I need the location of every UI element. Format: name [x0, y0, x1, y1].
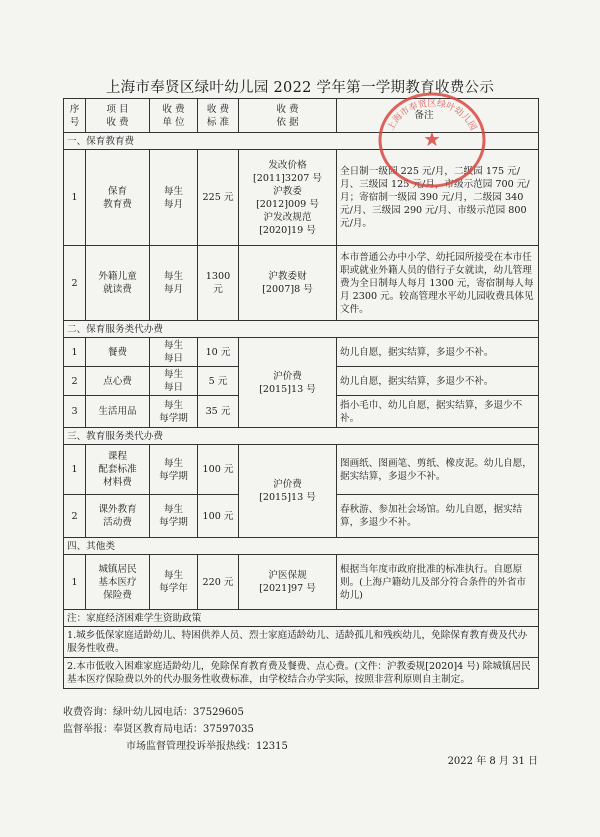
document-date: 2022 年 8 月 31 日 — [447, 756, 538, 767]
section-title: 三、教育服务类代办费 — [64, 428, 539, 445]
contact-report: 监督举报：奉贤区教育局电话：37597035 — [63, 724, 254, 735]
policy-note-1: 1.城乡低保家庭适龄幼儿、特困供养人员、烈士家庭适龄幼儿、适龄孤儿和残疾幼儿，免除保育教育费及代办服务性收费。 — [64, 627, 539, 658]
table-row: 1 餐费 每生 每日 10 元 沪价费 [2015]13 号 幼儿自愿，据实结算，多退少不补。 — [64, 338, 539, 367]
notes-heading: 注：家庭经济困难学生资助政策 — [64, 610, 539, 627]
table-row: 2 点心费 每生 每日 5 元 幼儿自愿，据实结算，多退少不补。 — [64, 367, 539, 396]
section-title: 一、保育教育费 — [64, 133, 539, 150]
svg-text:上海市奉贤区绿叶幼儿园: 上海市奉贤区绿叶幼儿园 — [386, 99, 478, 133]
header-note: 备注 — [337, 99, 539, 133]
header-standard: 收 费 标 准 — [198, 99, 239, 133]
table-row: 1 城镇居民 基本医疗 保险费 每生 每学年 220 元 沪医保规 [2021]97 号 根据当年度市政府批准的标准执行。自愿原则。(上海户籍幼儿及部分符合条件的外省市幼儿) — [64, 555, 539, 610]
table-row: 2 外籍儿童 就读费 每生 每月 1300 元 沪教委财 [2007]8 号 本市普通公办中小学、幼托园所接受在本市任职或就业外籍人员的借行子女就读，幼儿管理费为全日制每人每月 1300 元，寄宿制每人每月 2300 元。较高管理水平幼儿园收费具体见文件。 — [64, 246, 539, 321]
header-unit: 收 费 单 位 — [150, 99, 198, 133]
section-title: 四、其他类 — [64, 538, 539, 555]
header-basis: 收 费 依 据 — [239, 99, 337, 133]
page-title: 上海市奉贤区绿叶幼儿园 2022 学年第一学期教育收费公示 — [105, 80, 495, 96]
table-header — [64, 99, 539, 133]
contact-inquiry: 收费咨询：绿叶幼儿园电话：37529605 — [63, 707, 244, 718]
table-row: 1 课程 配套标准 材料费 每生 每学期 100 元 沪价费 [2015]13 号 图画纸、图画笔、剪纸、橡皮泥。幼儿自愿，据实结算，多退少不补。 — [64, 445, 539, 495]
header-seq: 序 号 — [64, 99, 86, 133]
policy-note-2: 2.本市低收入困难家庭适龄幼儿，免除保育教育费及餐费、点心费。(文件：沪教委规[2020]4 号) 除城镇居民基本医疗保险费以外的代办服务性收费标准，由学校结合办学实际，按照非营利原则自主制定。 — [64, 658, 539, 689]
table-row: 1 保育 教育费 每生 每月 225 元 发改价格 [2011]3207 号 沪教委 [2012]009 号 沪发改规范 [2020]19 号 全日制一级园 225 元/月，二级园 175 元/月、三级园 125 元/月，市级示范园 700 元/月；寄宿制一级园 390 元/月，二级园 340 元/月、三级园 290 元/月、市级示范园 800 元/月。 — [64, 150, 539, 246]
svg-text:★: ★ — [423, 127, 441, 151]
fee-table — [63, 98, 539, 689]
header-item: 项 目 收 费 — [86, 99, 150, 133]
section-title: 二、保育服务类代办费 — [64, 321, 539, 338]
table-row: 2 课外教育 活动费 每生 每学期 100 元 春秋游、参加社会场馆。幼儿自愿，据实结算，多退少不补。 — [64, 495, 539, 538]
table-row: 3 生活用品 每生 每学期 35 元 指小毛巾、幼儿自愿，据实结算，多退少不补。 — [64, 396, 539, 428]
contact-hotline: 市场监督管理投诉举报热线：12315 — [126, 741, 288, 752]
